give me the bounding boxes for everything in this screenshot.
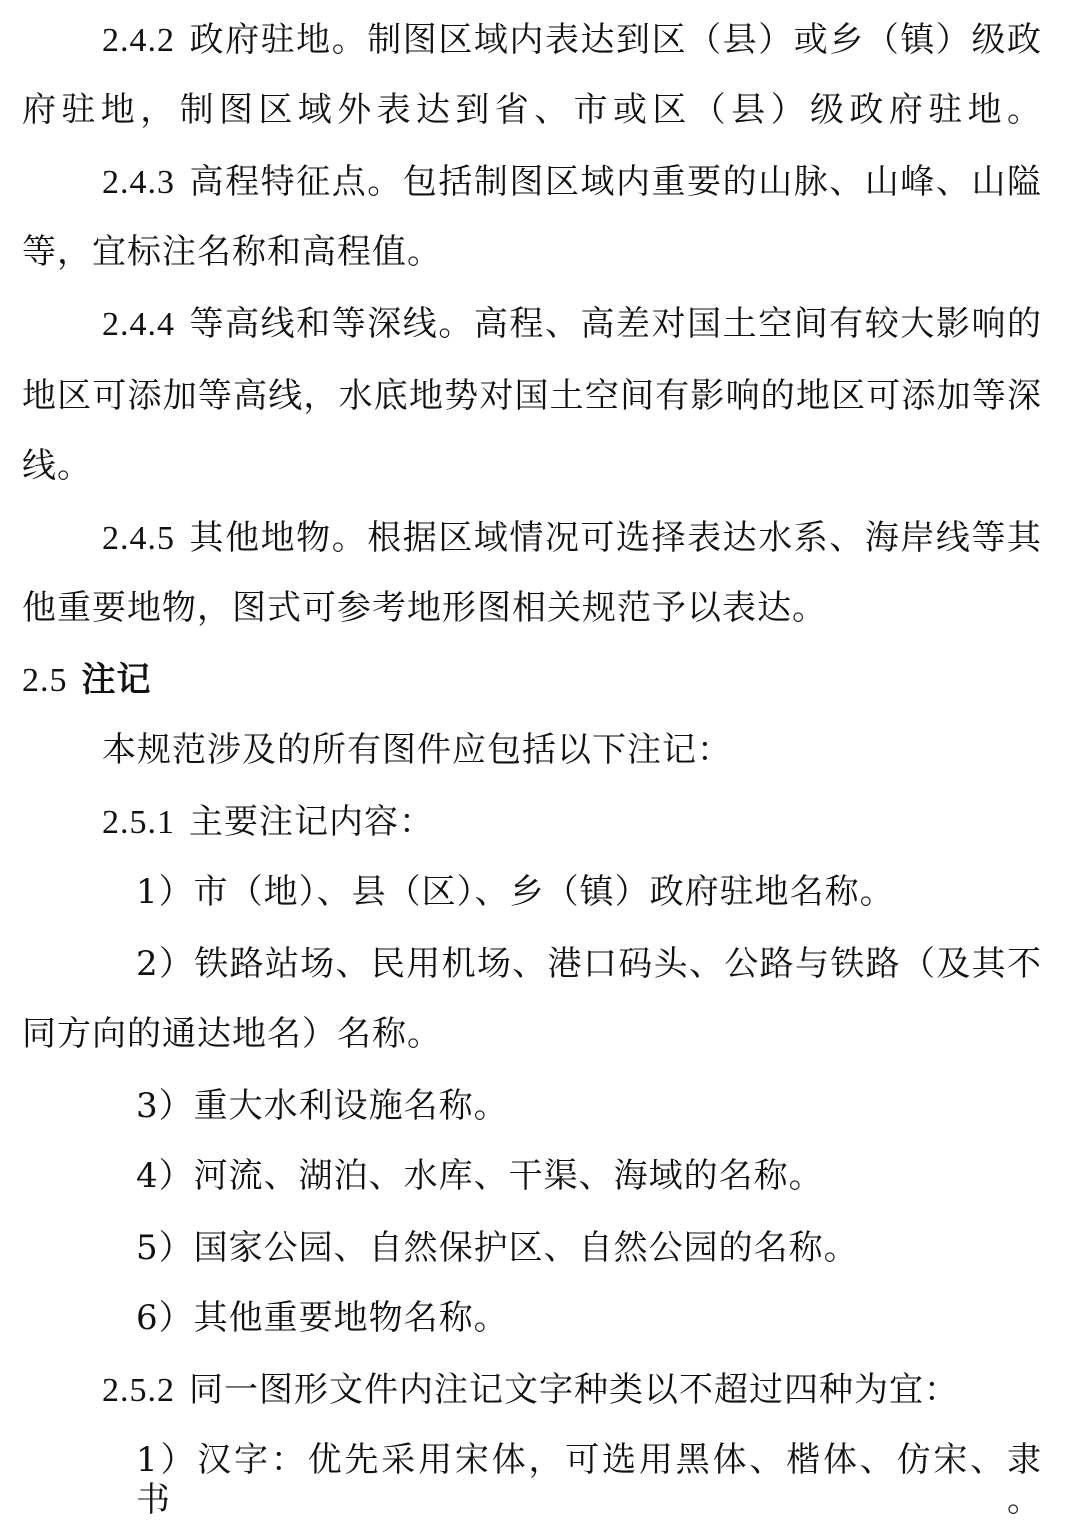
list-item-text: 6）其他重要地物名称。	[136, 1298, 509, 1338]
list-item-1	[136, 872, 1080, 912]
paragraph-2-4-4-line-3	[22, 446, 1052, 486]
paragraph-text: 地区可添加等高线，水底地势对国土空间有影响的地区可添加等深	[22, 376, 1042, 416]
section-number: 2.4.5	[102, 520, 175, 557]
list-item-5	[136, 1228, 1080, 1268]
list-item-text: 4）河流、湖泊、水库、干渠、海域的名称。	[136, 1156, 824, 1196]
list-item-6	[136, 1298, 1080, 1338]
paragraph-text: 其他地物。根据区域情况可选择表达水系、海岸线等其	[189, 518, 1042, 558]
paragraph-2-4-2-line-1	[102, 20, 1042, 61]
paragraph-2-4-5-line-1	[102, 518, 1042, 559]
section-number: 2.5.2	[102, 1372, 175, 1409]
section-number: 2.5	[22, 662, 68, 699]
list-item-chinese-font	[136, 1440, 1042, 1520]
paragraph-2-5-2	[102, 1370, 1080, 1411]
paragraph-text: 主要注记内容：	[189, 802, 434, 842]
section-number: 2.4.3	[102, 164, 175, 201]
list-item-text: 5）国家公园、自然保护区、自然公园的名称。	[136, 1228, 859, 1268]
section-number: 2.4.2	[102, 22, 175, 59]
list-item-text: 1）市（地）、县（区）、乡（镇）政府驻地名称。	[136, 872, 895, 912]
paragraph-2-4-2-line-2	[22, 90, 1042, 130]
paragraph-intro	[102, 730, 1080, 770]
list-item-2-line-1	[136, 944, 1042, 984]
paragraph-text: 政府驻地。制图区域内表达到区（县）或乡（镇）级政	[189, 20, 1042, 60]
section-heading-2-5	[22, 660, 1052, 701]
paragraph-text: 府驻地，制图区域外表达到省、市或区（县）级政府驻地。	[22, 90, 1042, 130]
list-item-text: 3）重大水利设施名称。	[136, 1086, 509, 1126]
paragraph-text: 高程特征点。包括制图区域内重要的山脉、山峰、山隘	[189, 162, 1042, 202]
section-number: 2.4.4	[102, 306, 175, 343]
paragraph-text: 他重要地物，图式可参考地形图相关规范予以表达。	[22, 588, 827, 628]
paragraph-text: 等高线和等深线。高程、高差对国土空间有较大影响的	[189, 304, 1042, 344]
paragraph-2-4-4-line-1	[102, 304, 1042, 345]
paragraph-2-4-5-line-2	[22, 588, 1052, 628]
paragraph-2-4-4-line-2	[22, 376, 1042, 416]
list-item-text: 2）铁路站场、民用机场、港口码头、公路与铁路（及其不	[136, 944, 1042, 984]
section-title: 注记	[81, 660, 152, 700]
paragraph-text: 等，宜标注名称和高程值。	[22, 232, 442, 272]
list-item-text: 同方向的通达地名）名称。	[22, 1014, 442, 1054]
paragraph-2-5-1	[102, 802, 1080, 843]
paragraph-2-4-3-line-1	[102, 162, 1042, 203]
section-number: 2.5.1	[102, 804, 175, 841]
list-item-4	[136, 1156, 1080, 1196]
paragraph-text: 本规范涉及的所有图件应包括以下注记：	[102, 730, 732, 770]
list-item-text: 1）汉字：优先采用宋体，可选用黑体、楷体、仿宋、隶书。	[136, 1440, 1042, 1520]
list-item-3	[136, 1086, 1080, 1126]
paragraph-2-4-3-line-2	[22, 232, 1052, 272]
paragraph-text: 线。	[22, 446, 92, 486]
list-item-2-line-2	[22, 1014, 1052, 1054]
paragraph-text: 同一图形文件内注记文字种类以不超过四种为宜：	[189, 1370, 959, 1410]
